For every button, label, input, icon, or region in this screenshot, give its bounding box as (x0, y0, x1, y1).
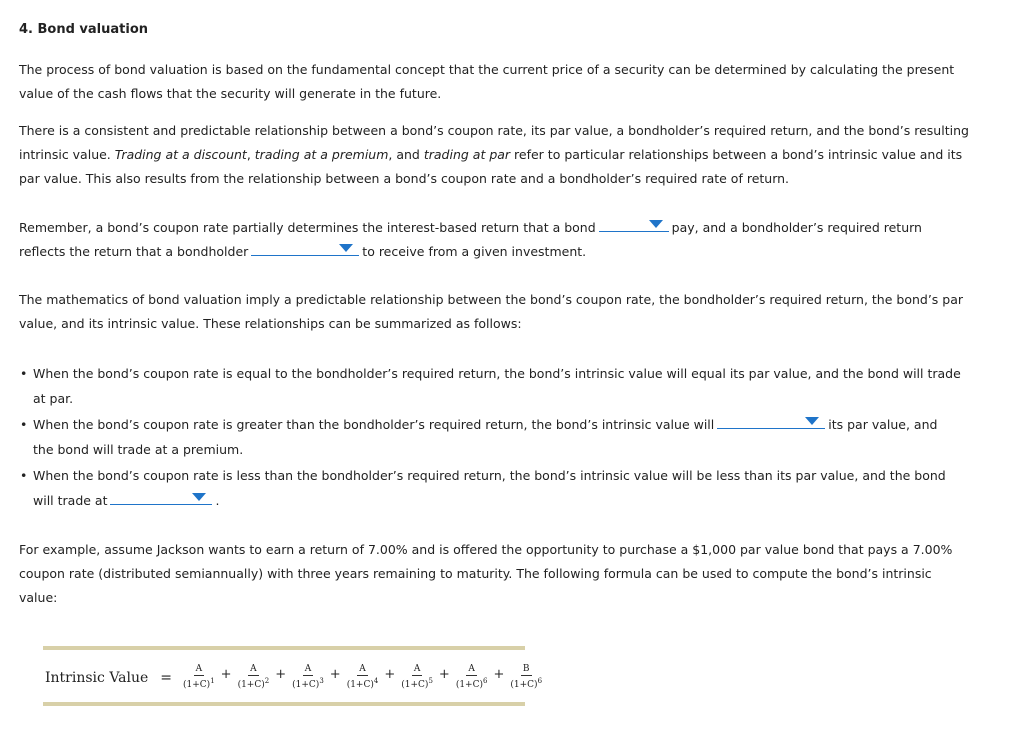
text-span: refer to particular relationships between a bond’s intrinsic value and its (510, 147, 963, 162)
intrinsic-value-formula (45, 664, 543, 691)
list-item (19, 413, 959, 462)
denominator-base: (1+C) (292, 680, 320, 690)
chevron-down-icon (192, 493, 206, 501)
denominator-exponent: 2 (264, 677, 270, 685)
plus-sign: + (438, 667, 450, 682)
fraction-denominator (509, 676, 543, 691)
text-line: For example, assume Jackson wants to earn a return of 7.00% and is offered the opportunity to purchase a $1,000 par value bond that pays a 7.00% (19, 542, 953, 557)
denominator-exponent: 5 (428, 677, 433, 685)
fraction-numerator: A (413, 664, 421, 674)
text-line: at par. (33, 390, 74, 406)
section-heading: 4. Bond valuation (19, 22, 149, 37)
bullet-icon: • (20, 417, 28, 432)
text-span: , (246, 147, 255, 162)
example-paragraph (19, 538, 959, 610)
plus-sign: + (384, 667, 396, 682)
text-span: its par value, and (828, 417, 938, 432)
text-line (33, 413, 959, 438)
term-par: trading at par (423, 147, 511, 162)
formula-label: Intrinsic Value (45, 669, 149, 686)
chevron-down-icon (339, 244, 353, 252)
fraction-denominator (182, 676, 216, 691)
formula-fraction (237, 664, 271, 691)
text-span: intrinsic value. (19, 147, 115, 162)
text-span: . (215, 492, 220, 508)
formula-fraction (455, 664, 489, 691)
text-line: The process of bond valuation is based on the fundamental concept that the current price of a security can be determined by calculating the present (19, 62, 955, 77)
dropdown-bondholder-action[interactable] (251, 241, 359, 256)
denominator-base: (1+C) (455, 680, 483, 690)
fraction-numerator: A (468, 664, 475, 674)
text-line: coupon rate (distributed semiannually) with three years remaining to maturity. The following formula can be used to compute the bond’s intrinsic (19, 566, 932, 581)
text-span: reflects the return that a bondholder (19, 244, 249, 259)
bullet-icon: • (20, 366, 28, 381)
fraction-numerator: A (304, 664, 312, 674)
plus-sign: + (220, 667, 232, 682)
denominator-base: (1+C) (401, 680, 429, 690)
fraction-numerator: A (359, 664, 366, 674)
denominator-exponent: 6 (483, 677, 488, 685)
text-line: value: (19, 590, 58, 605)
fraction-numerator: A (250, 664, 257, 674)
plus-sign: + (275, 667, 287, 682)
text-line (33, 489, 959, 514)
plus-sign: + (329, 667, 341, 682)
text-line: value, and its intrinsic value. These relationships can be summarized as follows: (19, 316, 522, 331)
denominator-exponent: 3 (319, 677, 324, 685)
chevron-down-icon (649, 220, 663, 228)
bullet-icon: • (20, 468, 28, 483)
denominator-base: (1+C) (346, 680, 374, 690)
formula-fraction (346, 664, 380, 691)
denominator-exponent: 1 (210, 677, 215, 685)
text-span: , and (388, 147, 424, 162)
text-span: to receive from a given investment. (362, 244, 587, 259)
text-line: There is a consistent and predictable relationship between a bond’s coupon rate, its par value, a bondholder’s required return, and the bond’s resulting (19, 123, 969, 138)
text-line: The mathematics of bond valuation imply a predictable relationship between the bond’s coupon rate, the bondholder’s required return, the bond’s par (19, 292, 964, 307)
formula-fraction (509, 664, 543, 691)
term-discount: Trading at a discount (114, 147, 247, 162)
text-line: the bond will trade at a premium. (33, 441, 244, 457)
term-premium: trading at a premium (254, 147, 389, 162)
list-item (19, 464, 959, 513)
mathematics-paragraph (19, 288, 964, 336)
dropdown-trade-type[interactable] (110, 490, 212, 505)
list-item (19, 362, 959, 411)
dropdown-premium-comparison[interactable] (717, 414, 825, 429)
text-line: value of the cash flows that the security will generate in the future. (19, 86, 442, 101)
divider (43, 646, 525, 650)
equals-sign: = (160, 669, 172, 686)
divider (43, 702, 525, 706)
text-span: When the bond’s coupon rate is greater than the bondholder’s required return, the bond’s intrinsic value will (33, 417, 715, 432)
formula-fraction (291, 664, 325, 691)
text-line (19, 240, 959, 264)
formula-fraction (182, 664, 216, 691)
text-span: Remember, a bond’s coupon rate partially determines the interest-based return that a bond (19, 220, 596, 235)
formula-fraction (400, 664, 434, 691)
fraction-denominator (400, 676, 434, 691)
fraction-denominator (455, 676, 489, 691)
denominator-base: (1+C) (510, 680, 538, 690)
text-line (19, 143, 963, 167)
fraction-numerator: B (522, 664, 530, 674)
denominator-exponent: 6 (537, 677, 543, 685)
text-line: When the bond’s coupon rate is less than the bondholder’s required return, the bond’s intrinsic value will be less than its par value, and the bond (33, 468, 946, 483)
denominator-base: (1+C) (183, 680, 211, 690)
intro-paragraph (19, 58, 959, 106)
text-line: par value. This also results from the relationship between a bond’s coupon rate and a bondholder’s required rate of return. (19, 171, 790, 186)
fraction-denominator (237, 676, 271, 691)
fraction-denominator (291, 676, 325, 691)
text-line (19, 216, 959, 240)
fraction-denominator (346, 676, 380, 691)
text-line: When the bond’s coupon rate is equal to the bondholder’s required return, the bond’s intrinsic value will equal its par value, and the bond will trade (33, 366, 961, 381)
text-span: pay, and a bondholder’s required return (671, 220, 922, 235)
text-span: will trade at (33, 492, 108, 508)
dropdown-bond-action[interactable] (599, 217, 669, 232)
rules-list (19, 362, 959, 515)
relationship-paragraph (19, 119, 969, 191)
plus-sign: + (493, 667, 505, 682)
denominator-base: (1+C) (237, 680, 265, 690)
formula-box (43, 646, 543, 708)
reminder-paragraph (19, 216, 959, 264)
fraction-numerator: A (195, 664, 203, 674)
chevron-down-icon (805, 417, 819, 425)
denominator-exponent: 4 (373, 677, 379, 685)
